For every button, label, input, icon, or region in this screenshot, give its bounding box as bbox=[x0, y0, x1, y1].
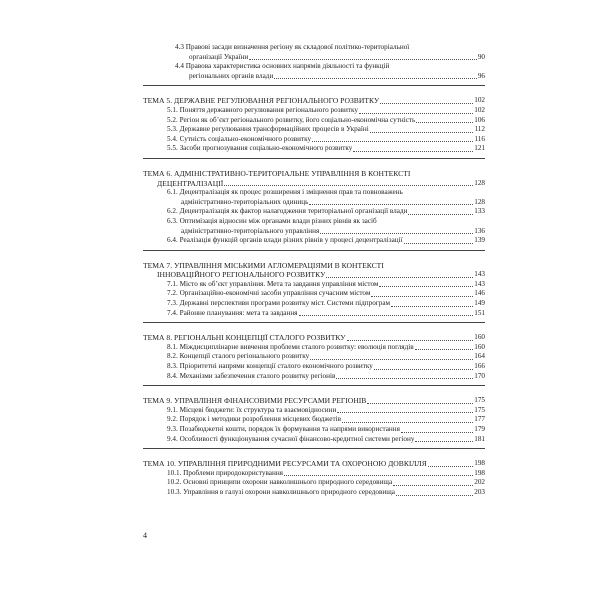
dot-leader bbox=[370, 132, 474, 133]
toc-theme-entry bbox=[143, 333, 485, 343]
toc-entry-title: 5.4. Сутність соціально-економічного розвитку bbox=[167, 134, 312, 143]
dot-leader bbox=[408, 214, 473, 215]
toc-entry-title: 7.1. Місто як об’єкт управління. Мета та завдання управління містом bbox=[167, 279, 379, 288]
dot-leader bbox=[401, 432, 473, 433]
toc-page-number: 203 bbox=[474, 487, 485, 496]
dot-leader bbox=[374, 369, 473, 370]
dot-leader bbox=[347, 340, 474, 341]
toc-entry-title: 7.4. Районне планування: мета та завдання bbox=[167, 308, 298, 317]
toc-entry-title: 9.2. Порядок і методики розроблення місцевих бюджетів bbox=[167, 415, 341, 424]
toc-page-number: 143 bbox=[474, 270, 485, 279]
toc-entry-title: 8.3. Пріоритетні напрями концепції сталого економічного розвитку bbox=[167, 362, 373, 371]
toc-entry-title: 10.2. Основні принципи охорони навколишнього природного середовища bbox=[167, 478, 393, 487]
toc-subsection-entry bbox=[143, 289, 485, 299]
dot-leader bbox=[359, 113, 473, 114]
dot-leader bbox=[353, 151, 473, 152]
dot-leader bbox=[404, 243, 474, 244]
toc-subsection-entry bbox=[143, 343, 485, 353]
toc-theme-entry bbox=[143, 396, 485, 406]
toc-page-number: 128 bbox=[474, 197, 485, 206]
toc-page-number: 202 bbox=[474, 478, 485, 487]
toc-page-number: 102 bbox=[474, 105, 485, 114]
toc-page-number: 181 bbox=[474, 434, 485, 443]
dot-leader bbox=[428, 466, 473, 467]
dot-leader bbox=[379, 286, 473, 287]
toc-entry-title: ТЕМА 8. РЕГІОНАЛЬНІ КОНЦЕПЦІЇ СТАЛОГО РОЗВИТКУ bbox=[143, 333, 346, 343]
toc-entry-line: 4.3 Правові засади визначення регіону як складової політико-територіальної bbox=[175, 43, 410, 51]
toc-entry-title: ІННОВАЦІЙНОГО РЕГІОНАЛЬНОГО РОЗВИТКУ bbox=[157, 270, 326, 280]
toc-page-number: 133 bbox=[474, 207, 485, 216]
toc-subsection-entry bbox=[143, 299, 485, 309]
section-divider bbox=[143, 85, 485, 86]
dot-leader bbox=[274, 78, 477, 79]
dot-leader bbox=[337, 412, 473, 413]
toc-entry-title: 5.2. Регіон як об’єкт регіонального розвитку, його соціально-економічна сутність bbox=[167, 115, 416, 124]
section-divider bbox=[143, 158, 485, 159]
toc-page-number: 136 bbox=[474, 226, 485, 235]
dot-leader bbox=[415, 441, 473, 442]
table-of-contents bbox=[143, 43, 485, 498]
toc-entry-title: регіональних органів влади bbox=[189, 71, 274, 80]
toc-subsection-entry bbox=[143, 125, 485, 135]
dot-leader bbox=[391, 306, 473, 307]
toc-subsection-entry bbox=[143, 188, 485, 207]
toc-page-number: 106 bbox=[474, 115, 485, 124]
dot-leader bbox=[224, 185, 473, 186]
toc-entry-line: ТЕМА 6. АДМІНІСТРАТИВНО-ТЕРИТОРІАЛЬНЕ УПРАВЛІННЯ В КОНТЕКСТІ bbox=[143, 168, 411, 178]
toc-subsection-entry bbox=[143, 488, 485, 498]
toc-entry-title: 7.3. Державні перспективи програми розвитку міст. Системи підпрограм bbox=[167, 299, 391, 308]
dot-leader bbox=[396, 495, 473, 496]
toc-subsection-entry bbox=[143, 478, 485, 488]
toc-subsection-entry bbox=[143, 280, 485, 290]
toc-page-number: 90 bbox=[477, 52, 485, 61]
toc-subsection-entry bbox=[143, 415, 485, 425]
toc-page-number: 179 bbox=[474, 425, 485, 433]
toc-entry-title: 8.4. Механізми забезпечення сталого розвитку регіонів bbox=[167, 371, 336, 380]
toc-entry-title: адміністративно-територіального управління bbox=[181, 226, 320, 235]
toc-entry-title: ТЕМА 5. ДЕРЖАВНЕ РЕГУЛЮВАННЯ РЕГІОНАЛЬНОГО РОЗВИТКУ bbox=[143, 96, 380, 106]
toc-entry-title: 9.1. Місцеві бюджети: їх структура та взаємовідносини bbox=[167, 405, 337, 414]
toc-page-number: 139 bbox=[474, 236, 485, 245]
dot-leader bbox=[249, 59, 477, 60]
toc-entry-line: ТЕМА 7. УПРАВЛІННЯ МІСЬКИМИ АГЛОМЕРАЦІЯМИ В КОНТЕКСТІ bbox=[143, 260, 384, 270]
toc-subsection-entry bbox=[143, 352, 485, 362]
toc-page-number: 160 bbox=[474, 342, 485, 351]
toc-entry-title: ТЕМА 10. УПРАВЛІННЯ ПРИРОДНИМИ РЕСУРСАМИ ТА ОХОРОНОЮ ДОВКІЛЛЯ bbox=[143, 459, 427, 469]
toc-subsection-entry bbox=[143, 43, 485, 62]
toc-subsection-entry bbox=[143, 135, 485, 145]
dot-leader bbox=[312, 141, 473, 142]
section-divider bbox=[143, 322, 485, 323]
toc-subsection-entry bbox=[143, 106, 485, 116]
page-number: 4 bbox=[143, 531, 147, 540]
section-divider bbox=[143, 250, 485, 251]
toc-entry-line: 4.4 Правова характеристика основних напрямів діяльності та функцій bbox=[175, 62, 390, 71]
toc-page-number: 166 bbox=[474, 362, 485, 371]
dot-leader bbox=[309, 204, 473, 205]
toc-subsection-entry bbox=[143, 62, 485, 81]
toc-theme-entry bbox=[143, 459, 485, 469]
toc-entry-title: 10.1. Проблеми природокористування bbox=[167, 468, 283, 477]
dot-leader bbox=[380, 103, 473, 104]
toc-page-number: 121 bbox=[474, 144, 485, 153]
toc-theme-entry bbox=[143, 96, 485, 106]
toc-entry-title: 6.4. Реалізація функцій органів влади різних рівнів у процесі децентралізації bbox=[167, 236, 403, 245]
dot-leader bbox=[393, 485, 473, 486]
toc-theme-entry bbox=[143, 169, 485, 188]
dot-leader bbox=[367, 403, 473, 404]
toc-page-number: 164 bbox=[474, 352, 485, 361]
dot-leader bbox=[336, 378, 473, 379]
toc-theme-entry bbox=[143, 261, 485, 280]
toc-entry-title: організації України bbox=[189, 52, 249, 61]
toc-page-number: 102 bbox=[474, 96, 485, 105]
toc-page-number: 198 bbox=[474, 459, 485, 468]
toc-subsection-entry bbox=[143, 217, 485, 236]
toc-entry-title: 5.3. Державне регулювання трансформаційних процесів в Україні bbox=[167, 125, 369, 134]
toc-page-number: 146 bbox=[474, 289, 485, 298]
toc-entry-title: ДЕЦЕНТРАЛІЗАЦІЇ bbox=[157, 178, 224, 188]
toc-entry-title: 8.2. Концепції сталого регіонального розвитку bbox=[167, 352, 310, 361]
toc-page-number: 149 bbox=[474, 299, 485, 308]
dot-leader bbox=[310, 359, 473, 360]
toc-entry-title: 5.1. Поняття державного регулювання регіонального розвитку bbox=[167, 105, 358, 114]
toc-subsection-entry bbox=[143, 435, 485, 445]
toc-subsection-entry bbox=[143, 372, 485, 382]
toc-entry-title: ТЕМА 9. УПРАВЛІННЯ ФІНАНСОВИМИ РЕСУРСАМИ РЕГІОНІВ bbox=[143, 396, 367, 406]
toc-page-number: 198 bbox=[474, 468, 485, 477]
toc-entry-line: 6.3. Оптимізація відносин між органами влади різних рівнів як засіб bbox=[167, 216, 377, 225]
dot-leader bbox=[320, 233, 473, 234]
dot-leader bbox=[342, 422, 473, 423]
toc-subsection-entry bbox=[143, 236, 485, 246]
toc-page-number: 96 bbox=[477, 71, 485, 80]
section-divider bbox=[143, 385, 485, 386]
toc-page-number: 116 bbox=[474, 134, 485, 143]
toc-entry-title: 9.4. Особливості функціонування сучасної фінансово-кредитної системи регіону bbox=[167, 434, 415, 443]
toc-page-number: 143 bbox=[474, 279, 485, 288]
section-divider bbox=[143, 448, 485, 449]
toc-page-number: 160 bbox=[474, 333, 485, 342]
toc-entry-title: 7.2. Організаційно-економічні засоби управління сучасним містом bbox=[167, 289, 371, 298]
toc-entry-title: 10.3. Управління в галузі охорони навколишнього природного середовища bbox=[167, 487, 395, 496]
dot-leader bbox=[284, 475, 473, 476]
toc-page-number: 151 bbox=[474, 308, 485, 317]
toc-subsection-entry bbox=[143, 406, 485, 416]
toc-subsection-entry bbox=[143, 309, 485, 319]
toc-subsection-entry bbox=[143, 425, 485, 435]
toc-page-number: 175 bbox=[474, 405, 485, 414]
toc-page-number: 112 bbox=[474, 125, 485, 134]
dot-leader bbox=[415, 349, 474, 350]
toc-subsection-entry bbox=[143, 116, 485, 126]
toc-entry-title: адміністративно-територіальних одиниць bbox=[181, 197, 309, 206]
toc-subsection-entry bbox=[143, 207, 485, 217]
toc-entry-title: 5.5. Засоби прогнозування соціально-економічного розвитку bbox=[167, 144, 353, 153]
dot-leader bbox=[371, 296, 473, 297]
toc-entry-title: 9.3. Позабюджетні кошти, порядок їх формування та напрями використання bbox=[167, 425, 400, 433]
dot-leader bbox=[416, 122, 473, 123]
toc-page-number: 128 bbox=[474, 178, 485, 187]
dot-leader bbox=[326, 277, 473, 278]
toc-entry-title: 8.1. Міждисциплінарне вивчення проблеми сталого розвитку: еволюція поглядів bbox=[167, 342, 414, 351]
toc-entry-title: 6.2. Децентралізація як фактор налагодження територіальної організації влади bbox=[167, 207, 408, 216]
toc-page-number: 170 bbox=[474, 371, 485, 380]
toc-subsection-entry bbox=[143, 144, 485, 154]
toc-page-number: 177 bbox=[474, 415, 485, 424]
toc-page-number: 175 bbox=[474, 396, 485, 405]
toc-entry-line: 6.1. Децентралізація як процес розширення і зміцнення прав та повноважень bbox=[167, 188, 403, 197]
toc-subsection-entry bbox=[143, 469, 485, 479]
dot-leader bbox=[299, 315, 474, 316]
toc-subsection-entry bbox=[143, 362, 485, 372]
